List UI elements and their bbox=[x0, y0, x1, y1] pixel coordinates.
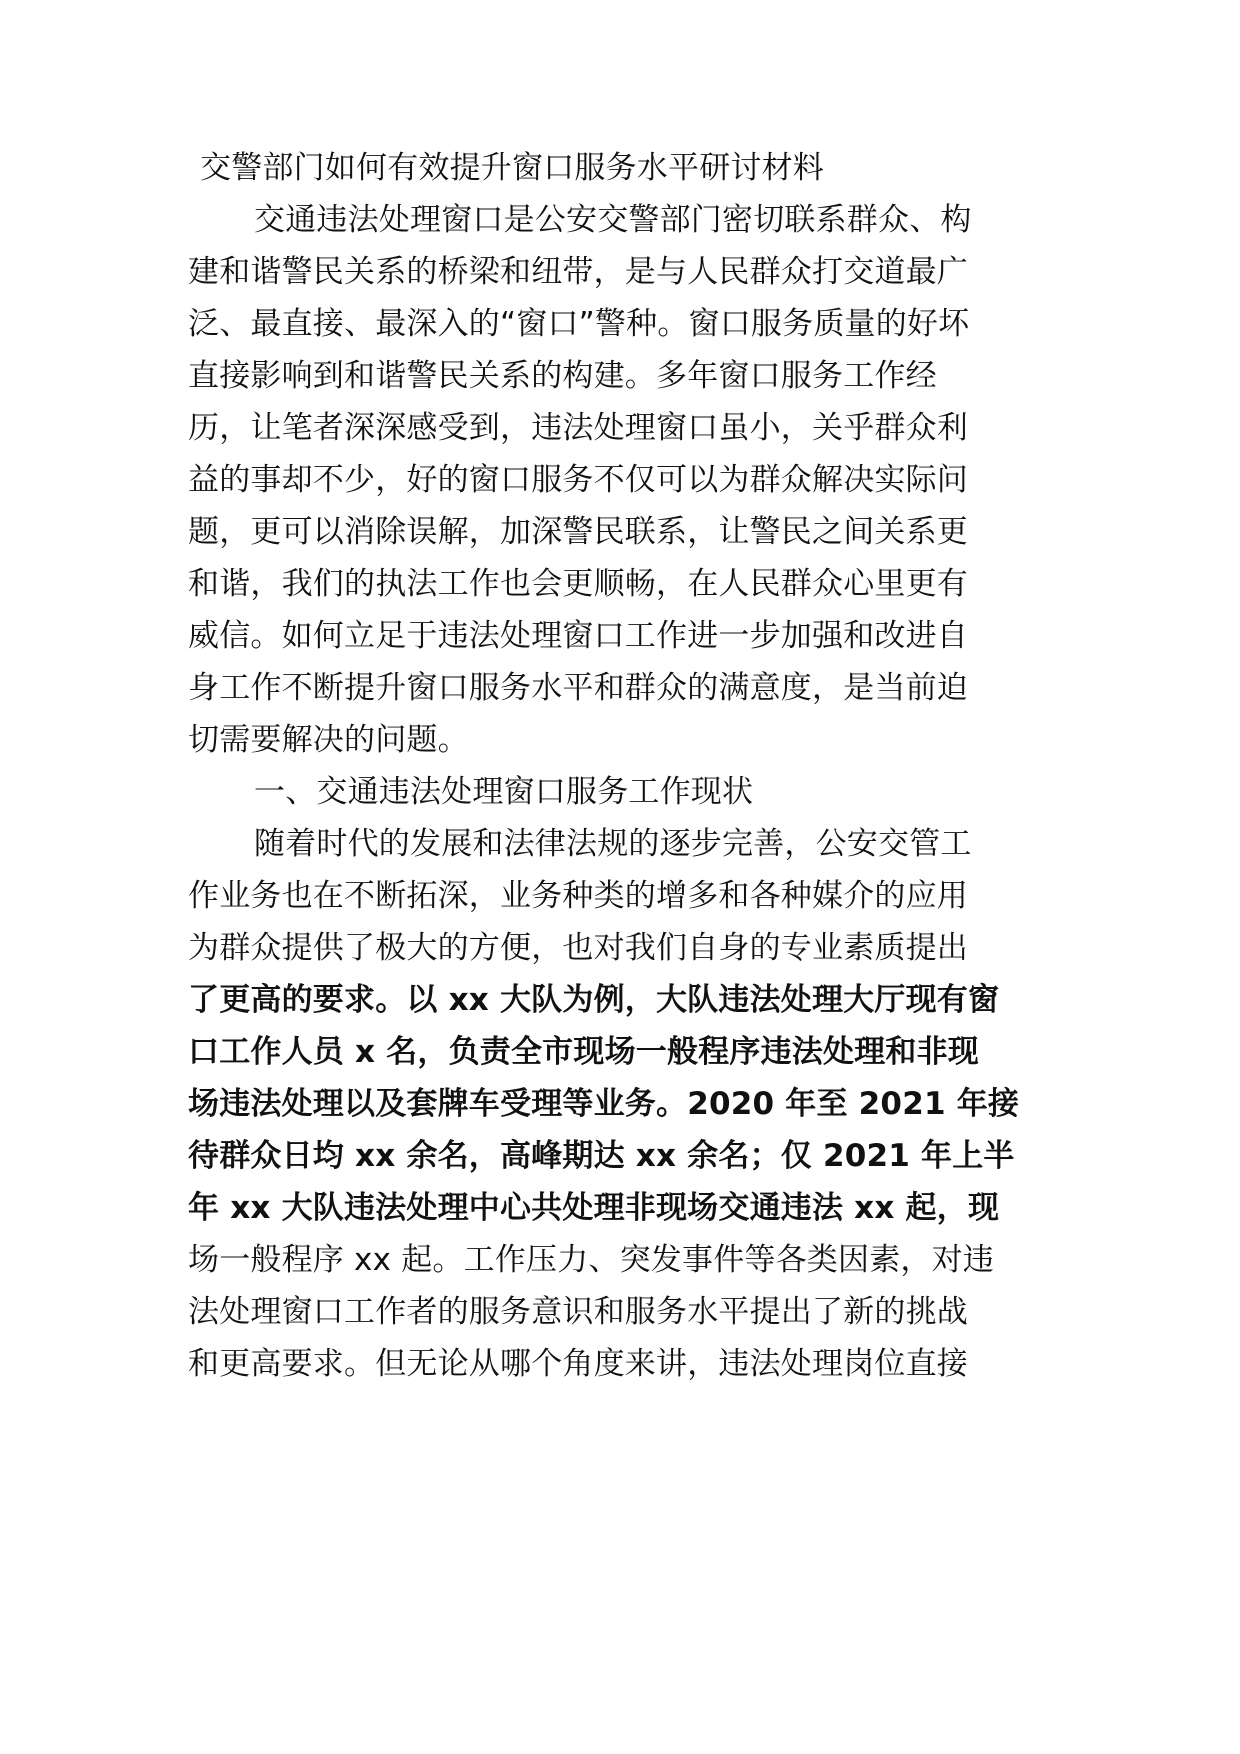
paragraph-line: 和谐，我们的执法工作也会更顺畅，在人民群众心里更有 bbox=[188, 566, 968, 602]
paragraph-line: 口工作人员 x 名，负责全市现场一般程序违法处理和非现 bbox=[188, 1034, 979, 1070]
paragraph-line: 身工作不断提升窗口服务水平和群众的满意度，是当前迫 bbox=[188, 670, 968, 706]
paragraph-line: 泛、最直接、最深入的“窗口”警种。窗口服务质量的好坏 bbox=[188, 306, 970, 342]
paragraph-line: 了更高的要求。以 xx 大队为例，大队违法处理大厅现有窗 bbox=[188, 982, 1000, 1018]
paragraph-line: 历，让笔者深深感受到，违法处理窗口虽小，关乎群众利 bbox=[188, 410, 968, 446]
paragraph-line: 和更高要求。但无论从哪个角度来讲，违法处理岗位直接 bbox=[188, 1346, 968, 1382]
paragraph-line: 场违法处理以及套牌车受理等业务。2020 年至 2021 年接 bbox=[188, 1086, 1020, 1122]
paragraph-line: 直接影响到和谐警民关系的构建。多年窗口服务工作经 bbox=[188, 358, 937, 394]
paragraph-line: 切需要解决的问题。 bbox=[188, 722, 469, 758]
document-title: 交警部门如何有效提升窗口服务水平研讨材料 bbox=[200, 150, 824, 186]
paragraph-line: 益的事却不少，好的窗口服务不仅可以为群众解决实际问 bbox=[188, 462, 968, 498]
paragraph-line: 场一般程序 xx 起。工作压力、突发事件等各类因素，对违 bbox=[188, 1242, 994, 1278]
paragraph-line: 交通违法处理窗口是公安交警部门密切联系群众、构 bbox=[254, 202, 972, 238]
paragraph-line: 建和谐警民关系的桥梁和纽带，是与人民群众打交道最广 bbox=[188, 254, 968, 290]
paragraph-line: 威信。如何立足于违法处理窗口工作进一步加强和改进自 bbox=[188, 618, 968, 654]
paragraph-line: 随着时代的发展和法律法规的逐步完善，公安交管工 bbox=[254, 826, 972, 862]
section-heading: 一、交通违法处理窗口服务工作现状 bbox=[254, 774, 754, 810]
paragraph-line: 法处理窗口工作者的服务意识和服务水平提出了新的挑战 bbox=[188, 1294, 968, 1330]
paragraph-line: 待群众日均 xx 余名，高峰期达 xx 余名；仅 2021 年上半 bbox=[188, 1138, 1015, 1174]
paragraph-line: 作业务也在不断拓深，业务种类的增多和各种媒介的应用 bbox=[188, 878, 968, 914]
paragraph-line: 年 xx 大队违法处理中心共处理非现场交通违法 xx 起，现 bbox=[188, 1190, 1000, 1226]
paragraph-line: 为群众提供了极大的方便，也对我们自身的专业素质提出 bbox=[188, 930, 968, 966]
paragraph-line: 题，更可以消除误解，加深警民联系，让警民之间关系更 bbox=[188, 514, 968, 550]
